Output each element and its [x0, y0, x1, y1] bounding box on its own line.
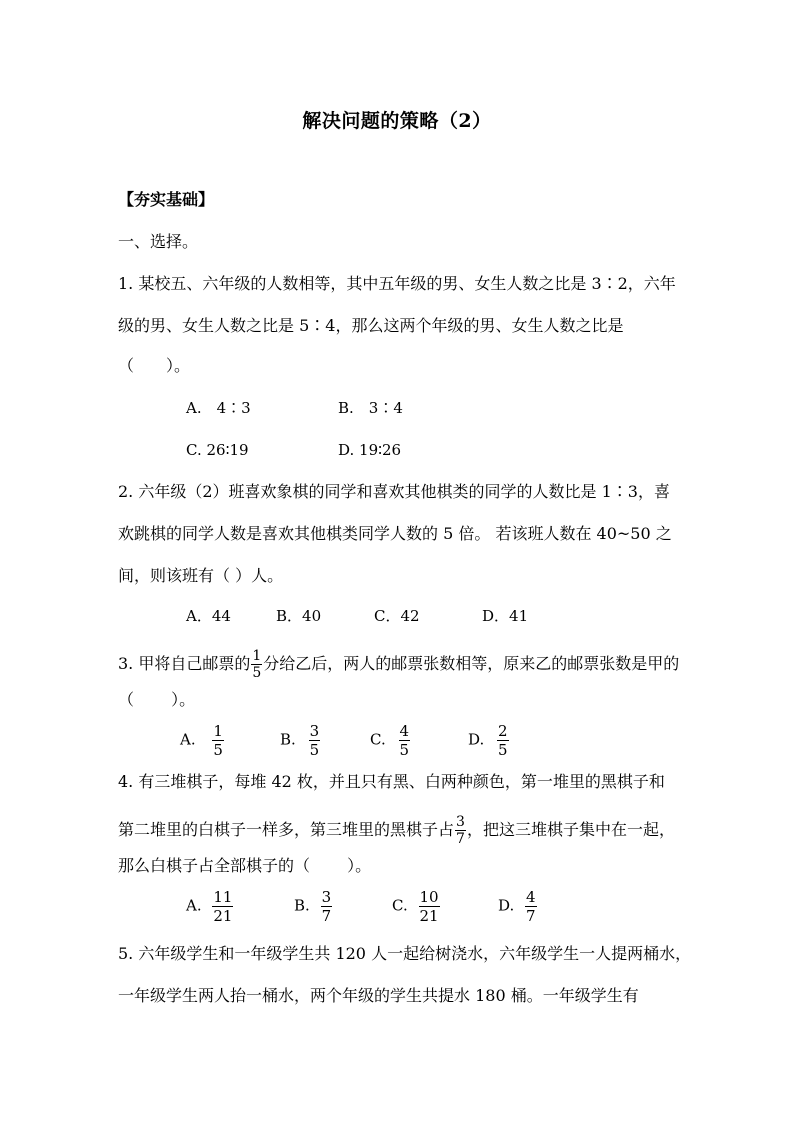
q3-option-d-num: 2: [498, 722, 508, 740]
page-title: 解决问题的策略（2）: [302, 110, 492, 132]
q1-option-d: D. 19∶26: [338, 441, 402, 459]
q2-line-3: 间，则该班有（ ）人。: [118, 566, 284, 585]
q3-option-d-fraction: [497, 722, 509, 759]
q4-option-a-fraction: [212, 888, 233, 925]
q4-option-d-den: 7: [526, 907, 536, 925]
part-heading: 一、选择。: [118, 232, 199, 251]
q4-option-d-fraction: [525, 888, 537, 925]
q3-option-a-den: 5: [213, 741, 223, 759]
q1-option-b: B. 3∶4: [338, 399, 403, 417]
q3-option-c-den: 5: [399, 741, 410, 759]
q3-option-c-num: 4: [399, 722, 410, 740]
q3-option-c-label: C.: [370, 730, 386, 749]
q4-option-b-den: 7: [321, 907, 332, 925]
q2-option-b: B．40: [276, 607, 322, 625]
q2-line-1: 2. 六年级（2）班喜欢象棋的同学和喜欢其他棋类的同学的人数比是 1∶3，喜: [118, 482, 670, 501]
q3-option-a-label: A.: [180, 730, 196, 749]
q3-option-c-fraction: [399, 722, 411, 759]
q4-fraction-num: 3: [456, 814, 465, 830]
q2-option-d: D．41: [482, 607, 529, 625]
q4-option-a-num: 11: [213, 888, 233, 906]
q4-option-c: [392, 888, 441, 925]
q4-option-c-label: C.: [392, 896, 408, 915]
q1-option-a: A. 4∶3: [186, 399, 251, 417]
q4-text-after: ，把这三堆棋子集中在一起，: [466, 820, 675, 839]
q5-line-2: 一年级学生两人抬一桶水，两个年级的学生共提水 180 桶。一年级学生有: [118, 986, 639, 1005]
q2-line-2: 欢跳棋的同学人数是喜欢其他棋类同学人数的 5 倍。 若该班人数在 40~50 之: [118, 524, 672, 543]
q4-option-d-label: D.: [498, 896, 515, 915]
q4-option-b-label: B.: [294, 896, 310, 915]
q4-option-b-num: 3: [321, 888, 332, 906]
q3-option-a-num: 1: [213, 722, 223, 740]
q1-line-1: 1. 某校五、六年级的人数相等，其中五年级的男、女生人数之比是 3∶2，六年: [118, 274, 676, 293]
q3-option-a: [180, 722, 225, 759]
q3-text-before: 3. 甲将自己邮票的: [118, 654, 251, 673]
q3-option-b-fraction: [309, 722, 321, 759]
q4-option-c-den: 21: [419, 907, 439, 925]
q4-option-c-num: 10: [419, 888, 439, 906]
q2-option-a: A．44: [186, 607, 231, 625]
q4-line-2: [118, 814, 675, 847]
q4-option-d-num: 4: [526, 888, 536, 906]
q3-option-b-label: B.: [280, 730, 296, 749]
q4-option-b: [294, 888, 333, 925]
q4-option-d: [498, 888, 538, 925]
q3-text-after: 分给乙后，两人的邮票张数相等，原来乙的邮票张数是甲的: [263, 654, 680, 673]
q3-fraction: [251, 648, 262, 681]
q4-fraction-den: 7: [456, 831, 465, 847]
q3-fraction-den: 5: [252, 665, 262, 681]
q3-option-b-num: 3: [309, 722, 320, 740]
q4-option-a: [186, 888, 234, 925]
q3-line-2: （ ）。: [118, 690, 196, 709]
q3-option-b: [280, 722, 321, 759]
q3-option-d: [468, 722, 510, 759]
q2-option-c: C．42: [374, 607, 420, 625]
q3-option-a-fraction: [212, 722, 224, 759]
q4-text-before: 第二堆里的白棋子一样多，第三堆里的黑棋子占: [118, 820, 455, 839]
q3-line-1: [118, 648, 679, 681]
q1-line-2: 级的男、女生人数之比是 5∶4，那么这两个年级的男、女生人数之比是: [118, 316, 624, 335]
q5-line-1: 5. 六年级学生和一年级学生共 120 人一起给树浇水，六年级学生一人提两桶水，: [118, 944, 692, 963]
q4-line-3: 那么白棋子占全部棋子的（ ）。: [118, 856, 372, 875]
section-heading: 【夯实基础】: [118, 190, 215, 209]
q4-line-1: 4. 有三堆棋子，每堆 42 枚，并且只有黑、白两种颜色，第一堆里的黑棋子和: [118, 772, 665, 791]
q4-option-a-label: A.: [186, 896, 202, 915]
q3-option-d-den: 5: [498, 741, 508, 759]
q3-option-c: [370, 722, 411, 759]
q3-fraction-num: 1: [252, 648, 262, 664]
q3-option-b-den: 5: [309, 741, 320, 759]
q1-line-3: （ ）。: [118, 356, 191, 375]
q4-option-b-fraction: [321, 888, 333, 925]
q4-option-c-fraction: [419, 888, 440, 925]
q3-option-d-label: D.: [468, 730, 485, 749]
q4-fraction: [455, 814, 466, 847]
q4-option-a-den: 21: [213, 907, 233, 925]
q1-option-c: C. 26∶19: [186, 441, 249, 459]
